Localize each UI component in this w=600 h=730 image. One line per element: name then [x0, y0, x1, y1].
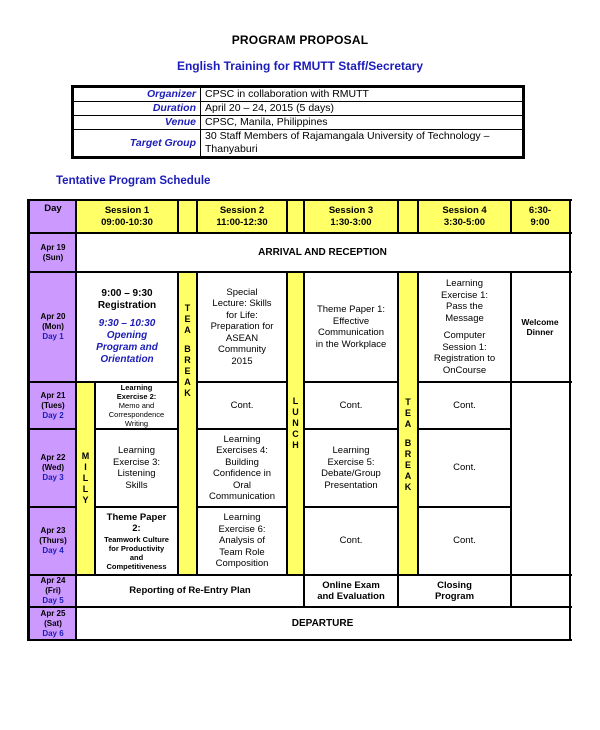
text-line: A — [404, 418, 412, 429]
text-line: Program — [434, 591, 475, 602]
text-line: and — [129, 552, 144, 562]
text-line: Effective — [332, 315, 370, 327]
text-line: A — [184, 376, 191, 387]
day-date: Apr 25 — [40, 608, 66, 618]
text-line: Community — [217, 344, 267, 356]
day4-session2 — [197, 507, 287, 575]
day3-session1 — [95, 429, 178, 507]
day-date: Apr 24 — [40, 576, 66, 585]
text-line: Correspondence — [108, 410, 165, 419]
text-line: Communication — [318, 327, 384, 338]
day1-session3 — [304, 272, 398, 382]
day1-session4 — [418, 272, 511, 382]
text-line: Skills — [125, 479, 148, 491]
grid-line — [569, 199, 571, 641]
day2-session3: Cont. — [339, 399, 363, 411]
text-line: ASEAN — [225, 332, 259, 344]
day-date: Apr 19 — [40, 242, 66, 252]
grid-line — [28, 271, 572, 273]
text-line: Theme Paper — [106, 511, 167, 523]
text-line: Computer — [443, 330, 486, 341]
day1-session5 — [511, 272, 569, 382]
text-line: for Life: — [226, 309, 258, 321]
grid-line — [28, 506, 76, 508]
grid-line — [94, 381, 96, 575]
text-line: Presentation — [324, 479, 378, 491]
header-session-2 — [197, 200, 287, 233]
header-session-time: 9:00 — [530, 216, 550, 228]
header-break-cell — [178, 200, 197, 233]
text-line: T — [405, 396, 411, 407]
text-line: L — [82, 473, 89, 483]
text-line: Learning — [332, 445, 370, 456]
day5-session4 — [398, 575, 511, 607]
text-line: K — [184, 387, 191, 398]
text-line: Writing — [124, 419, 149, 428]
text-line: Learning — [223, 512, 261, 524]
text-line: 2015 — [231, 355, 253, 367]
info-value: CPSC in collaboration with RMUTT — [201, 87, 524, 102]
day-weekday: (Wed) — [41, 463, 65, 472]
day4-session4: Cont. — [453, 535, 476, 547]
text-line: B — [404, 437, 412, 448]
text-line: Analysis of — [219, 535, 265, 547]
header-session-time: 1:30-3:00 — [330, 216, 372, 228]
header-session-time: 11:00-12:30 — [216, 216, 268, 228]
day-number: Day 5 — [42, 596, 64, 605]
day3-session2 — [197, 429, 287, 507]
tea-break-2-column — [398, 382, 418, 507]
text-line: Exercise 1: — [441, 289, 488, 301]
text-line: E — [404, 407, 411, 418]
text-line: Session 1: — [442, 341, 487, 353]
header-session-3 — [304, 200, 398, 233]
header-lunch-cell — [287, 200, 304, 233]
text-line: Debate/Group — [321, 468, 381, 479]
schedule-heading: Tentative Program Schedule — [56, 175, 211, 187]
grid-line — [304, 506, 398, 508]
day-cell — [28, 607, 76, 640]
grid-line — [304, 381, 398, 383]
text-line: L — [82, 484, 89, 494]
info-label: Target Group — [73, 130, 201, 158]
day4-session1 — [95, 507, 178, 575]
info-value: CPSC, Manila, Philippines — [201, 116, 524, 130]
grid-line — [28, 606, 572, 608]
info-label: Organizer — [73, 87, 201, 102]
day-date: Apr 20 — [40, 312, 66, 321]
day1-session1 — [76, 272, 178, 382]
info-value: April 20 – 24, 2015 (5 days) — [201, 102, 524, 116]
text-line: Online Exam — [322, 579, 380, 591]
text-line: Pass the — [446, 301, 483, 312]
text-line: Preparation for — [210, 321, 274, 333]
text-line: R — [404, 448, 412, 459]
header-session-time: 09:00-10:30 — [101, 216, 153, 228]
text-line: Theme Paper 1: — [316, 304, 386, 315]
text-line: Learning — [120, 383, 153, 392]
day-cell — [28, 429, 76, 507]
day-cell — [28, 233, 76, 272]
text-line: Exercise 5: — [327, 456, 375, 468]
evening-empty — [511, 382, 569, 575]
text-line: I — [84, 462, 87, 472]
lunch-column-top — [287, 272, 304, 382]
text-line: Closing — [437, 579, 472, 591]
header-session-label: Session 4 — [442, 204, 487, 216]
text-line: Welcome — [521, 317, 559, 327]
day5-reentry-plan: Reporting of Re-Entry Plan — [129, 585, 251, 597]
header-session-4 — [418, 200, 511, 233]
text-line: Communication — [209, 491, 275, 502]
day-cell — [28, 507, 76, 575]
text-line: Oral — [233, 479, 251, 491]
grid-line — [418, 381, 572, 383]
text-line: Special — [226, 286, 258, 298]
grid-line — [418, 506, 511, 508]
day3-session3 — [304, 429, 398, 507]
day5-evening — [511, 575, 569, 607]
grid-line — [286, 199, 288, 233]
text-line: Opening — [106, 330, 148, 341]
text-line: C — [292, 429, 299, 439]
day-number: Day 2 — [42, 410, 64, 420]
info-label: Duration — [73, 102, 201, 116]
text-line: and Evaluation — [317, 591, 385, 602]
grid-line — [197, 506, 287, 508]
day-cell — [28, 575, 76, 607]
grid-line — [177, 271, 179, 575]
text-line: A — [404, 470, 412, 481]
grid-line — [197, 381, 287, 383]
text-line: Teamwork Culture — [104, 534, 169, 544]
grid-line — [397, 271, 399, 607]
text-line: A — [184, 324, 191, 335]
text-line: Competitiveness — [106, 561, 167, 571]
text-line: Learning — [223, 433, 261, 445]
text-line: Registration — [97, 300, 157, 311]
document-subtitle: English Training for RMUTT Staff/Secretary — [176, 59, 424, 73]
grid-line — [95, 428, 178, 430]
grid-line — [417, 199, 419, 233]
text-line: Team Role — [219, 546, 265, 558]
day-weekday: (Mon) — [42, 322, 64, 331]
text-line: Composition — [215, 558, 269, 570]
text-line: 9:30 – 10:30 — [98, 318, 156, 329]
text-line: Y — [82, 495, 89, 505]
text-line: E — [184, 313, 191, 324]
lunch-column-lower — [287, 507, 304, 575]
day4-session3: Cont. — [339, 535, 363, 547]
text-line: N — [292, 418, 299, 428]
grid-line — [28, 639, 572, 641]
day-number: Day 4 — [42, 546, 64, 555]
day2-session1 — [95, 382, 178, 429]
text-line: U — [292, 407, 299, 417]
text-line: Building — [225, 456, 259, 468]
text-line: M — [81, 451, 90, 461]
text-line: Exercises 4: — [216, 445, 268, 456]
arrival-cell: ARRIVAL AND RECEPTION — [258, 246, 387, 258]
grid-line — [28, 232, 572, 234]
departure-cell: DEPARTURE — [291, 617, 354, 629]
text-line: Message — [445, 312, 484, 324]
text-line: for Productivity — [108, 543, 165, 553]
tea-break-column — [178, 272, 197, 429]
lunch-column — [287, 382, 304, 507]
grid-line — [417, 271, 419, 575]
grid-line — [28, 381, 178, 383]
header-session-label: Session 2 — [219, 204, 265, 216]
text-line: B — [184, 343, 191, 354]
text-line: H — [292, 440, 299, 450]
text-line: Exercise 6: — [218, 523, 266, 535]
header-session-time: 6:30- — [528, 204, 552, 216]
header-session-5 — [511, 200, 569, 233]
grid-line — [304, 428, 398, 430]
day-date: Apr 22 — [40, 453, 66, 462]
text-line: Exercise 2: — [116, 392, 157, 401]
header-session-1 — [76, 200, 178, 233]
day-number: Day 6 — [42, 628, 64, 638]
text-line: R — [184, 354, 191, 365]
text-line: Confidence in — [212, 468, 272, 479]
text-line: K — [404, 481, 412, 492]
grid-line — [28, 199, 572, 201]
text-line: E — [404, 459, 411, 470]
text-line: 2: — [132, 523, 141, 534]
day5-session3 — [304, 575, 398, 607]
info-value: 30 Staff Members of Rajamangala University of Technology – Thanyaburi — [201, 130, 524, 158]
text-line: Dinner — [526, 327, 554, 337]
day-weekday: (Thurs) — [39, 536, 67, 545]
day-date: Apr 23 — [40, 526, 66, 535]
header-day — [28, 200, 76, 233]
grid-line — [196, 271, 198, 575]
text-line: Listening — [117, 468, 156, 479]
text-line: Orientation — [100, 354, 154, 365]
text-line: Lecture: Skills — [212, 298, 272, 310]
day-weekday: (Fri) — [45, 586, 61, 595]
text-line: Program and — [96, 342, 158, 353]
header-day-label: Day — [44, 203, 62, 214]
day2-session2: Cont. — [230, 399, 254, 411]
grid-line — [397, 199, 399, 233]
grid-line — [177, 199, 179, 233]
text-line: Memo and — [118, 401, 155, 410]
day-date: Apr 21 — [40, 390, 66, 400]
tea-break-column-lower — [178, 429, 197, 575]
info-label: Venue — [73, 116, 201, 130]
text-line: 9:00 – 9:30 — [101, 288, 153, 299]
day-number: Day 3 — [42, 473, 64, 482]
text-line: E — [184, 365, 191, 376]
day2-session4: Cont. — [453, 399, 476, 411]
header-break-cell — [398, 200, 418, 233]
document-title: PROGRAM PROPOSAL — [231, 33, 369, 47]
grid-line — [28, 574, 572, 576]
text-line: in the Workplace — [315, 338, 387, 350]
header-session-label: Session 1 — [104, 204, 150, 216]
grid-line — [303, 271, 305, 607]
grid-line — [75, 199, 77, 641]
grid-line — [286, 271, 288, 575]
text-line: Learning — [446, 278, 483, 289]
day-cell — [28, 382, 76, 429]
text-line: Learning — [118, 445, 155, 456]
day3-session4: Cont. — [453, 462, 476, 474]
tea-break-2-top — [398, 272, 418, 382]
day-number: Day 1 — [42, 332, 64, 341]
text-line: Registration to — [433, 353, 496, 364]
text-line: OnCourse — [442, 364, 487, 376]
grid-line — [27, 199, 29, 641]
tea-break-2-lower — [398, 507, 418, 575]
day-cell — [28, 272, 76, 382]
grid-line — [418, 428, 511, 430]
grid-line — [303, 199, 305, 233]
milly-column — [76, 382, 95, 575]
grid-line — [95, 506, 178, 508]
grid-line — [510, 199, 512, 233]
day-weekday: (Tues) — [41, 400, 65, 410]
day-weekday: (Sat) — [44, 618, 62, 628]
day-weekday: (Sun) — [42, 252, 64, 262]
grid-line — [196, 199, 198, 233]
text-line: T — [184, 302, 191, 313]
grid-line — [28, 428, 76, 430]
text-line: L — [292, 396, 299, 406]
text-line: Exercise 3: — [113, 456, 160, 468]
grid-line — [197, 428, 287, 430]
header-session-time: 3:30-5:00 — [443, 216, 486, 228]
header-session-label: Session 3 — [328, 204, 374, 216]
grid-line — [510, 271, 512, 607]
day1-session2 — [197, 272, 287, 382]
